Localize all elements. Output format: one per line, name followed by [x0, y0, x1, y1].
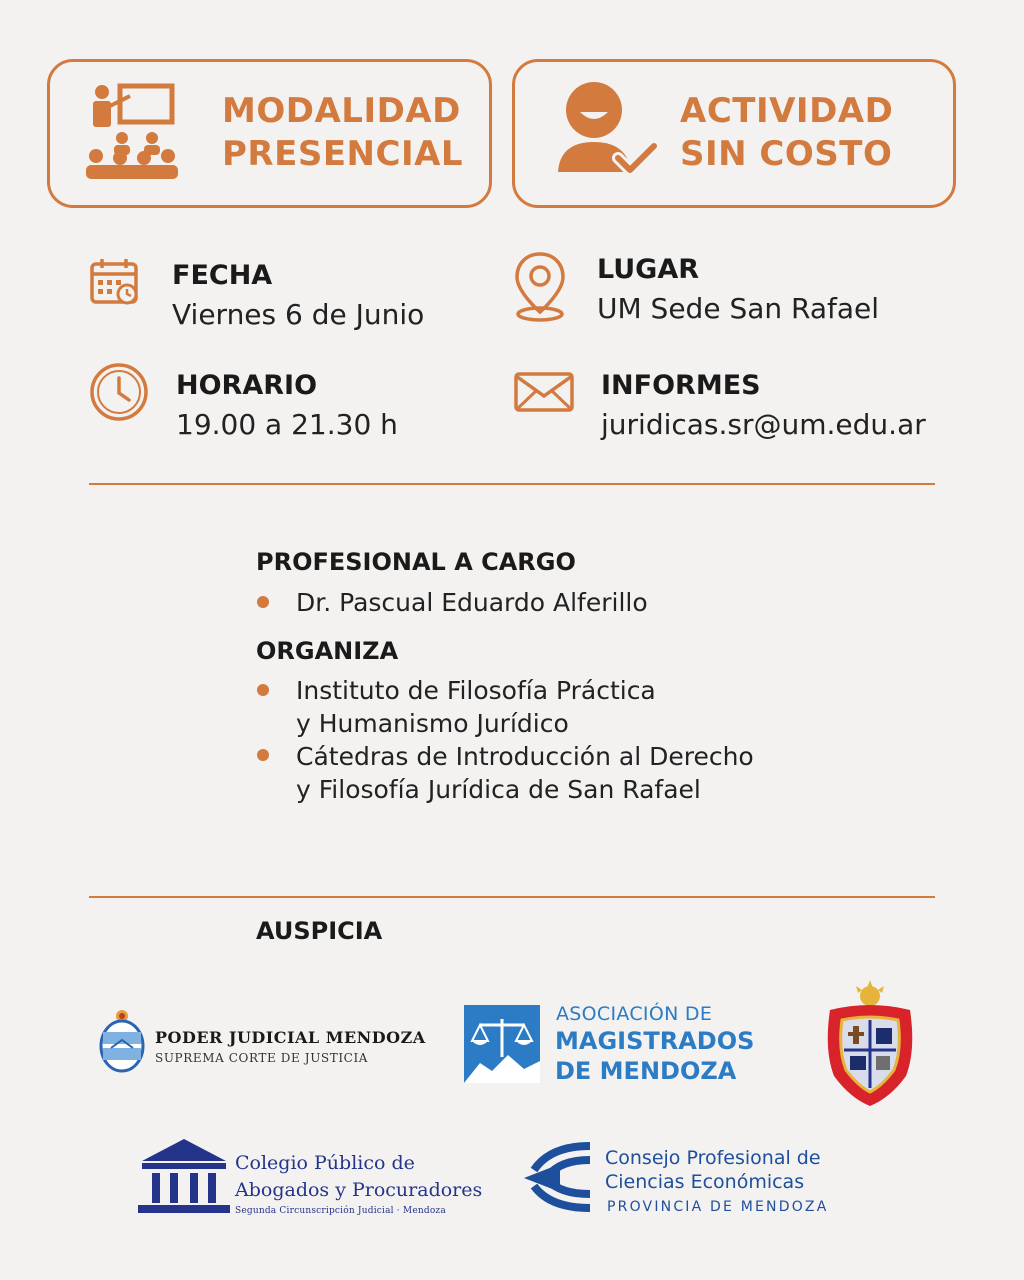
coat-of-arms-icon	[820, 980, 920, 1108]
horario-value: 19.00 a 21.30 h	[176, 408, 398, 441]
modalidad-title: MODALIDAD PRESENCIAL	[222, 91, 464, 174]
informes-email[interactable]: juridicas.sr@um.edu.ar	[601, 408, 926, 441]
informes-label: INFORMES	[601, 370, 761, 401]
divider-bottom	[89, 896, 935, 898]
consejo-logo-icon	[520, 1140, 598, 1214]
consejo-line1: Consejo Profesional de	[605, 1147, 821, 1169]
colegio-line2: Abogados y Procuradores	[235, 1179, 483, 1201]
magistrados-line2: MAGISTRADOS	[555, 1027, 755, 1055]
profesional-heading: PROFESIONAL A CARGO	[256, 548, 576, 576]
clock-icon	[89, 362, 149, 422]
poder-judicial-sub: SUPREMA CORTE DE JUSTICIA	[155, 1051, 369, 1065]
divider-top	[89, 483, 935, 485]
magistrados-line1: ASOCIACIÓN DE	[556, 1003, 713, 1025]
poder-judicial-name: PODER JUDICIAL MENDOZA	[155, 1028, 426, 1047]
actividad-title: ACTIVIDAD SIN COSTO	[680, 91, 894, 174]
location-pin-icon	[513, 250, 567, 324]
consejo-line3: PROVINCIA DE MENDOZA	[607, 1199, 829, 1215]
horario-label: HORARIO	[176, 370, 318, 401]
lugar-label: LUGAR	[597, 254, 700, 285]
magistrados-scales-icon	[464, 1005, 540, 1083]
magistrados-line3: DE MENDOZA	[555, 1057, 737, 1085]
fecha-value: Viernes 6 de Junio	[172, 298, 425, 331]
colegio-line3: Segunda Circunscripción Judicial · Mendoza	[235, 1206, 446, 1216]
profesional-item: Dr. Pascual Eduardo Alferillo	[296, 588, 648, 617]
bullet	[257, 749, 269, 761]
organiza-item: Cátedras de Introducción al Derecho y Filosofía Jurídica de San Rafael	[296, 742, 754, 804]
lugar-value: UM Sede San Rafael	[597, 292, 880, 325]
presentation-icon	[82, 82, 182, 182]
user-check-icon	[556, 80, 660, 180]
poder-judicial-seal-icon	[97, 1008, 147, 1074]
auspicia-heading: AUSPICIA	[256, 917, 383, 945]
organiza-item: Instituto de Filosofía Práctica y Humanismo Jurídico	[296, 676, 656, 738]
calendar-icon	[90, 258, 140, 306]
organiza-heading: ORGANIZA	[256, 637, 399, 665]
fecha-label: FECHA	[172, 260, 273, 291]
bullet	[257, 684, 269, 696]
consejo-line2: Ciencias Económicas	[605, 1171, 805, 1193]
mail-icon	[514, 372, 574, 412]
colegio-line1: Colegio Público de	[235, 1152, 415, 1174]
bullet	[257, 596, 269, 608]
colegio-building-icon	[138, 1137, 230, 1217]
